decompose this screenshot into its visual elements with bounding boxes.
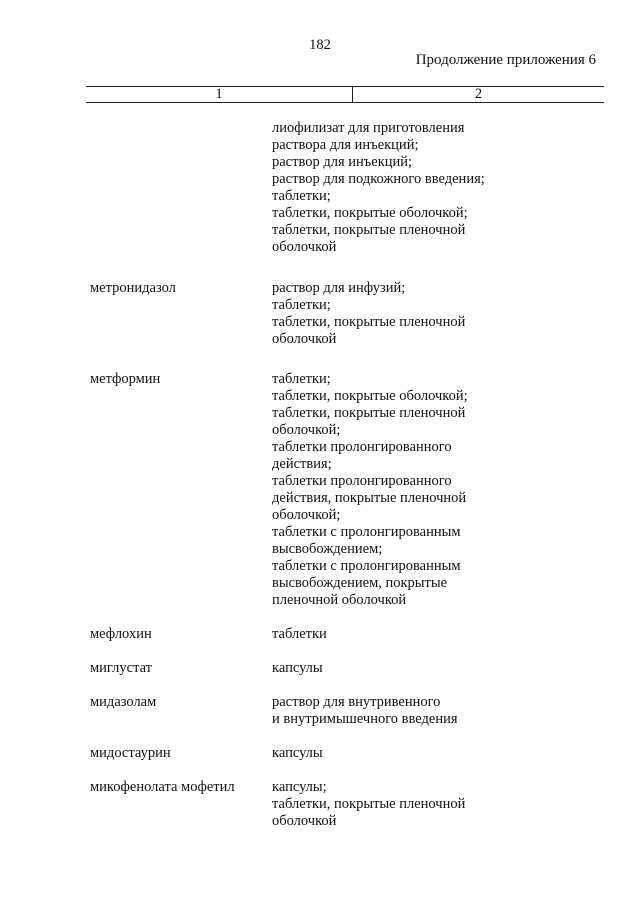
- dosage-form-line: действия;: [272, 456, 332, 472]
- drug-name: миглустат: [90, 660, 152, 676]
- dosage-forms: [272, 371, 468, 609]
- dosage-form-line: оболочкой;: [272, 422, 341, 438]
- table-row: [0, 694, 640, 728]
- dosage-form-line: таблетки с пролонгированным: [272, 558, 461, 574]
- table-row: [0, 745, 640, 762]
- column-1-header: 1: [215, 86, 223, 102]
- dosage-form-line: раствор для подкожного введения;: [272, 171, 485, 187]
- dosage-form-line: таблетки;: [272, 188, 331, 204]
- table-header-bottom-rule: [86, 102, 604, 103]
- dosage-forms: [272, 779, 465, 830]
- dosage-form-line: высвобождением;: [272, 541, 383, 557]
- dosage-form-line: оболочкой;: [272, 507, 341, 523]
- page-number: 182: [309, 37, 331, 53]
- dosage-form-line: оболочкой: [272, 239, 337, 255]
- drug-name: мефлохин: [90, 626, 152, 642]
- dosage-form-line: таблетки, покрытые пленочной: [272, 796, 466, 812]
- dosage-form-line: таблетки пролонгированного: [272, 439, 452, 455]
- dosage-form-line: таблетки;: [272, 371, 331, 387]
- table-row: [0, 660, 640, 677]
- dosage-form-line: таблетки, покрытые пленочной: [272, 405, 466, 421]
- dosage-forms: [272, 120, 485, 256]
- dosage-form-line: и внутримышечного введения: [272, 711, 458, 727]
- dosage-form-line: действия, покрытые пленочной: [272, 490, 467, 506]
- drug-name: мидазолам: [90, 694, 157, 710]
- table-row: [0, 371, 640, 609]
- dosage-form-line: капсулы: [272, 745, 323, 761]
- dosage-form-line: раствор для инъекций;: [272, 154, 413, 170]
- dosage-form-line: таблетки, покрытые пленочной: [272, 222, 466, 238]
- dosage-form-line: лиофилизат для приготовления: [272, 120, 465, 136]
- dosage-form-line: таблетки, покрытые пленочной: [272, 314, 466, 330]
- dosage-forms: [272, 660, 323, 677]
- dosage-form-line: оболочкой: [272, 813, 337, 829]
- dosage-forms: [272, 694, 458, 728]
- table-row: [0, 120, 640, 256]
- column-2-header: 2: [474, 86, 483, 102]
- drug-name: мидостаурин: [90, 745, 171, 761]
- dosage-forms: [272, 745, 323, 762]
- dosage-form-line: таблетки;: [272, 297, 331, 313]
- dosage-form-line: раствора для инъекций;: [272, 137, 419, 153]
- dosage-form-line: таблетки: [272, 626, 327, 642]
- dosage-forms: [272, 626, 327, 643]
- dosage-form-line: капсулы: [272, 660, 323, 676]
- dosage-forms: [272, 280, 465, 348]
- dosage-form-line: высвобождением, покрытые: [272, 575, 448, 591]
- dosage-form-line: оболочкой: [272, 331, 337, 347]
- drug-name: [0, 120, 272, 256]
- dosage-form-line: раствор для инфузий;: [272, 280, 406, 296]
- table-body: [0, 120, 640, 830]
- table-row: [0, 779, 640, 830]
- table-header: [86, 86, 604, 102]
- drug-name: микофенолата мофетил: [90, 779, 235, 795]
- drug-name: метронидазол: [90, 280, 176, 296]
- dosage-form-line: таблетки, покрытые оболочкой;: [272, 388, 468, 404]
- dosage-form-line: таблетки, покрытые оболочкой;: [272, 205, 468, 221]
- dosage-form-line: таблетки пролонгированного: [272, 473, 452, 489]
- drug-name: метформин: [90, 371, 161, 387]
- dosage-form-line: раствор для внутривенного: [272, 694, 441, 710]
- dosage-form-line: таблетки с пролонгированным: [272, 524, 461, 540]
- continuation-label: Продолжение приложения 6: [415, 52, 596, 68]
- dosage-form-line: пленочной оболочкой: [272, 592, 407, 608]
- table-row: [0, 626, 640, 643]
- table-row: [0, 280, 640, 348]
- dosage-form-line: капсулы;: [272, 779, 327, 795]
